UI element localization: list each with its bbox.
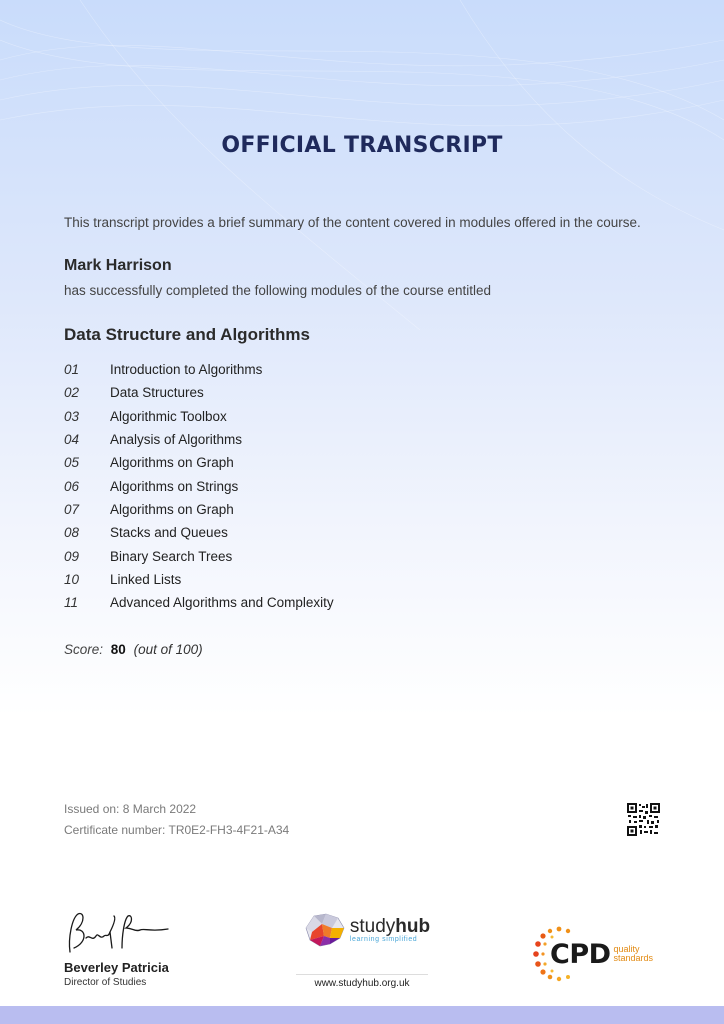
- score-label: Score:: [64, 642, 104, 657]
- intro-text: This transcript provides a brief summary of the content covered in modules offered in the course.: [64, 215, 641, 230]
- studyhub-brand-bold: hub: [395, 916, 431, 937]
- cpd-mark: CPD: [550, 938, 611, 970]
- recipient-name: Mark Harrison: [64, 257, 172, 274]
- module-number: 04: [64, 432, 80, 448]
- module-number: 01: [64, 362, 80, 378]
- brain-logo-icon: [302, 910, 346, 950]
- handwritten-signature-icon: [64, 908, 174, 956]
- studyhub-brand-light: study: [349, 916, 396, 937]
- qr-code-icon[interactable]: [627, 803, 660, 836]
- completion-text: has successfully completed the following modules of the course entitled: [64, 283, 491, 298]
- module-name: Analysis of Algorithms: [110, 432, 243, 448]
- module-number: 05: [64, 455, 80, 471]
- signature-block: [64, 908, 244, 988]
- certificate-label: Certificate number:: [64, 823, 166, 837]
- module-item: [64, 591, 334, 614]
- module-name: Stacks and Queues: [110, 525, 228, 541]
- signatory-role: Director of Studies: [64, 977, 147, 988]
- score-value: 80: [110, 642, 126, 657]
- module-name: Algorithmic Toolbox: [110, 408, 227, 424]
- module-item: [64, 498, 334, 521]
- module-name: Introduction to Algorithms: [110, 362, 263, 378]
- module-number: 06: [64, 478, 80, 494]
- module-name: Algorithms on Graph: [110, 455, 234, 471]
- cpd-logo: [532, 924, 653, 984]
- certificate-number: [64, 823, 289, 837]
- module-item: [64, 381, 334, 404]
- module-name: Data Structures: [110, 385, 204, 401]
- module-number: 11: [64, 595, 79, 611]
- page-title: OFFICIAL TRANSCRIPT: [221, 133, 503, 158]
- module-item: [64, 358, 334, 381]
- signatory-name: Beverley Patricia: [64, 960, 169, 975]
- module-list: [64, 358, 334, 614]
- background-wave-pattern: [0, 0, 724, 330]
- cpd-subtitle: [614, 945, 654, 964]
- module-number: 02: [64, 385, 80, 401]
- score-out-of: (out of 100): [133, 642, 203, 657]
- module-item: [64, 428, 334, 451]
- module-item: [64, 451, 334, 474]
- module-name: Binary Search Trees: [110, 548, 233, 564]
- module-item: [64, 474, 334, 497]
- footer-bar: [0, 1006, 724, 1024]
- module-item: [64, 568, 334, 591]
- cpd-sub-line2: standards: [613, 953, 654, 963]
- certificate-value: TR0E2-FH3-4F21-A34: [168, 823, 290, 837]
- module-item: [64, 405, 334, 428]
- issued-label: Issued on:: [64, 802, 120, 816]
- module-name: Algorithms on Strings: [110, 478, 239, 494]
- module-item: [64, 544, 334, 567]
- module-number: 08: [64, 525, 80, 541]
- module-name: Advanced Algorithms and Complexity: [110, 595, 334, 611]
- studyhub-url[interactable]: www.studyhub.org.uk: [296, 974, 428, 989]
- module-name: Linked Lists: [110, 571, 182, 587]
- issued-date: 8 March 2022: [122, 802, 197, 816]
- module-item: [64, 521, 334, 544]
- course-title: Data Structure and Algorithms: [64, 325, 310, 344]
- studyhub-tagline: learning simplified: [349, 936, 418, 943]
- cpd-sub-line1: quality: [613, 943, 640, 954]
- issued-on: [64, 802, 196, 816]
- module-name: Algorithms on Graph: [110, 501, 234, 517]
- module-number: 07: [64, 501, 80, 517]
- module-number: 03: [64, 408, 80, 424]
- module-number: 10: [64, 571, 80, 587]
- studyhub-logo: [296, 910, 436, 950]
- score-line: [64, 642, 203, 657]
- module-number: 09: [64, 548, 80, 564]
